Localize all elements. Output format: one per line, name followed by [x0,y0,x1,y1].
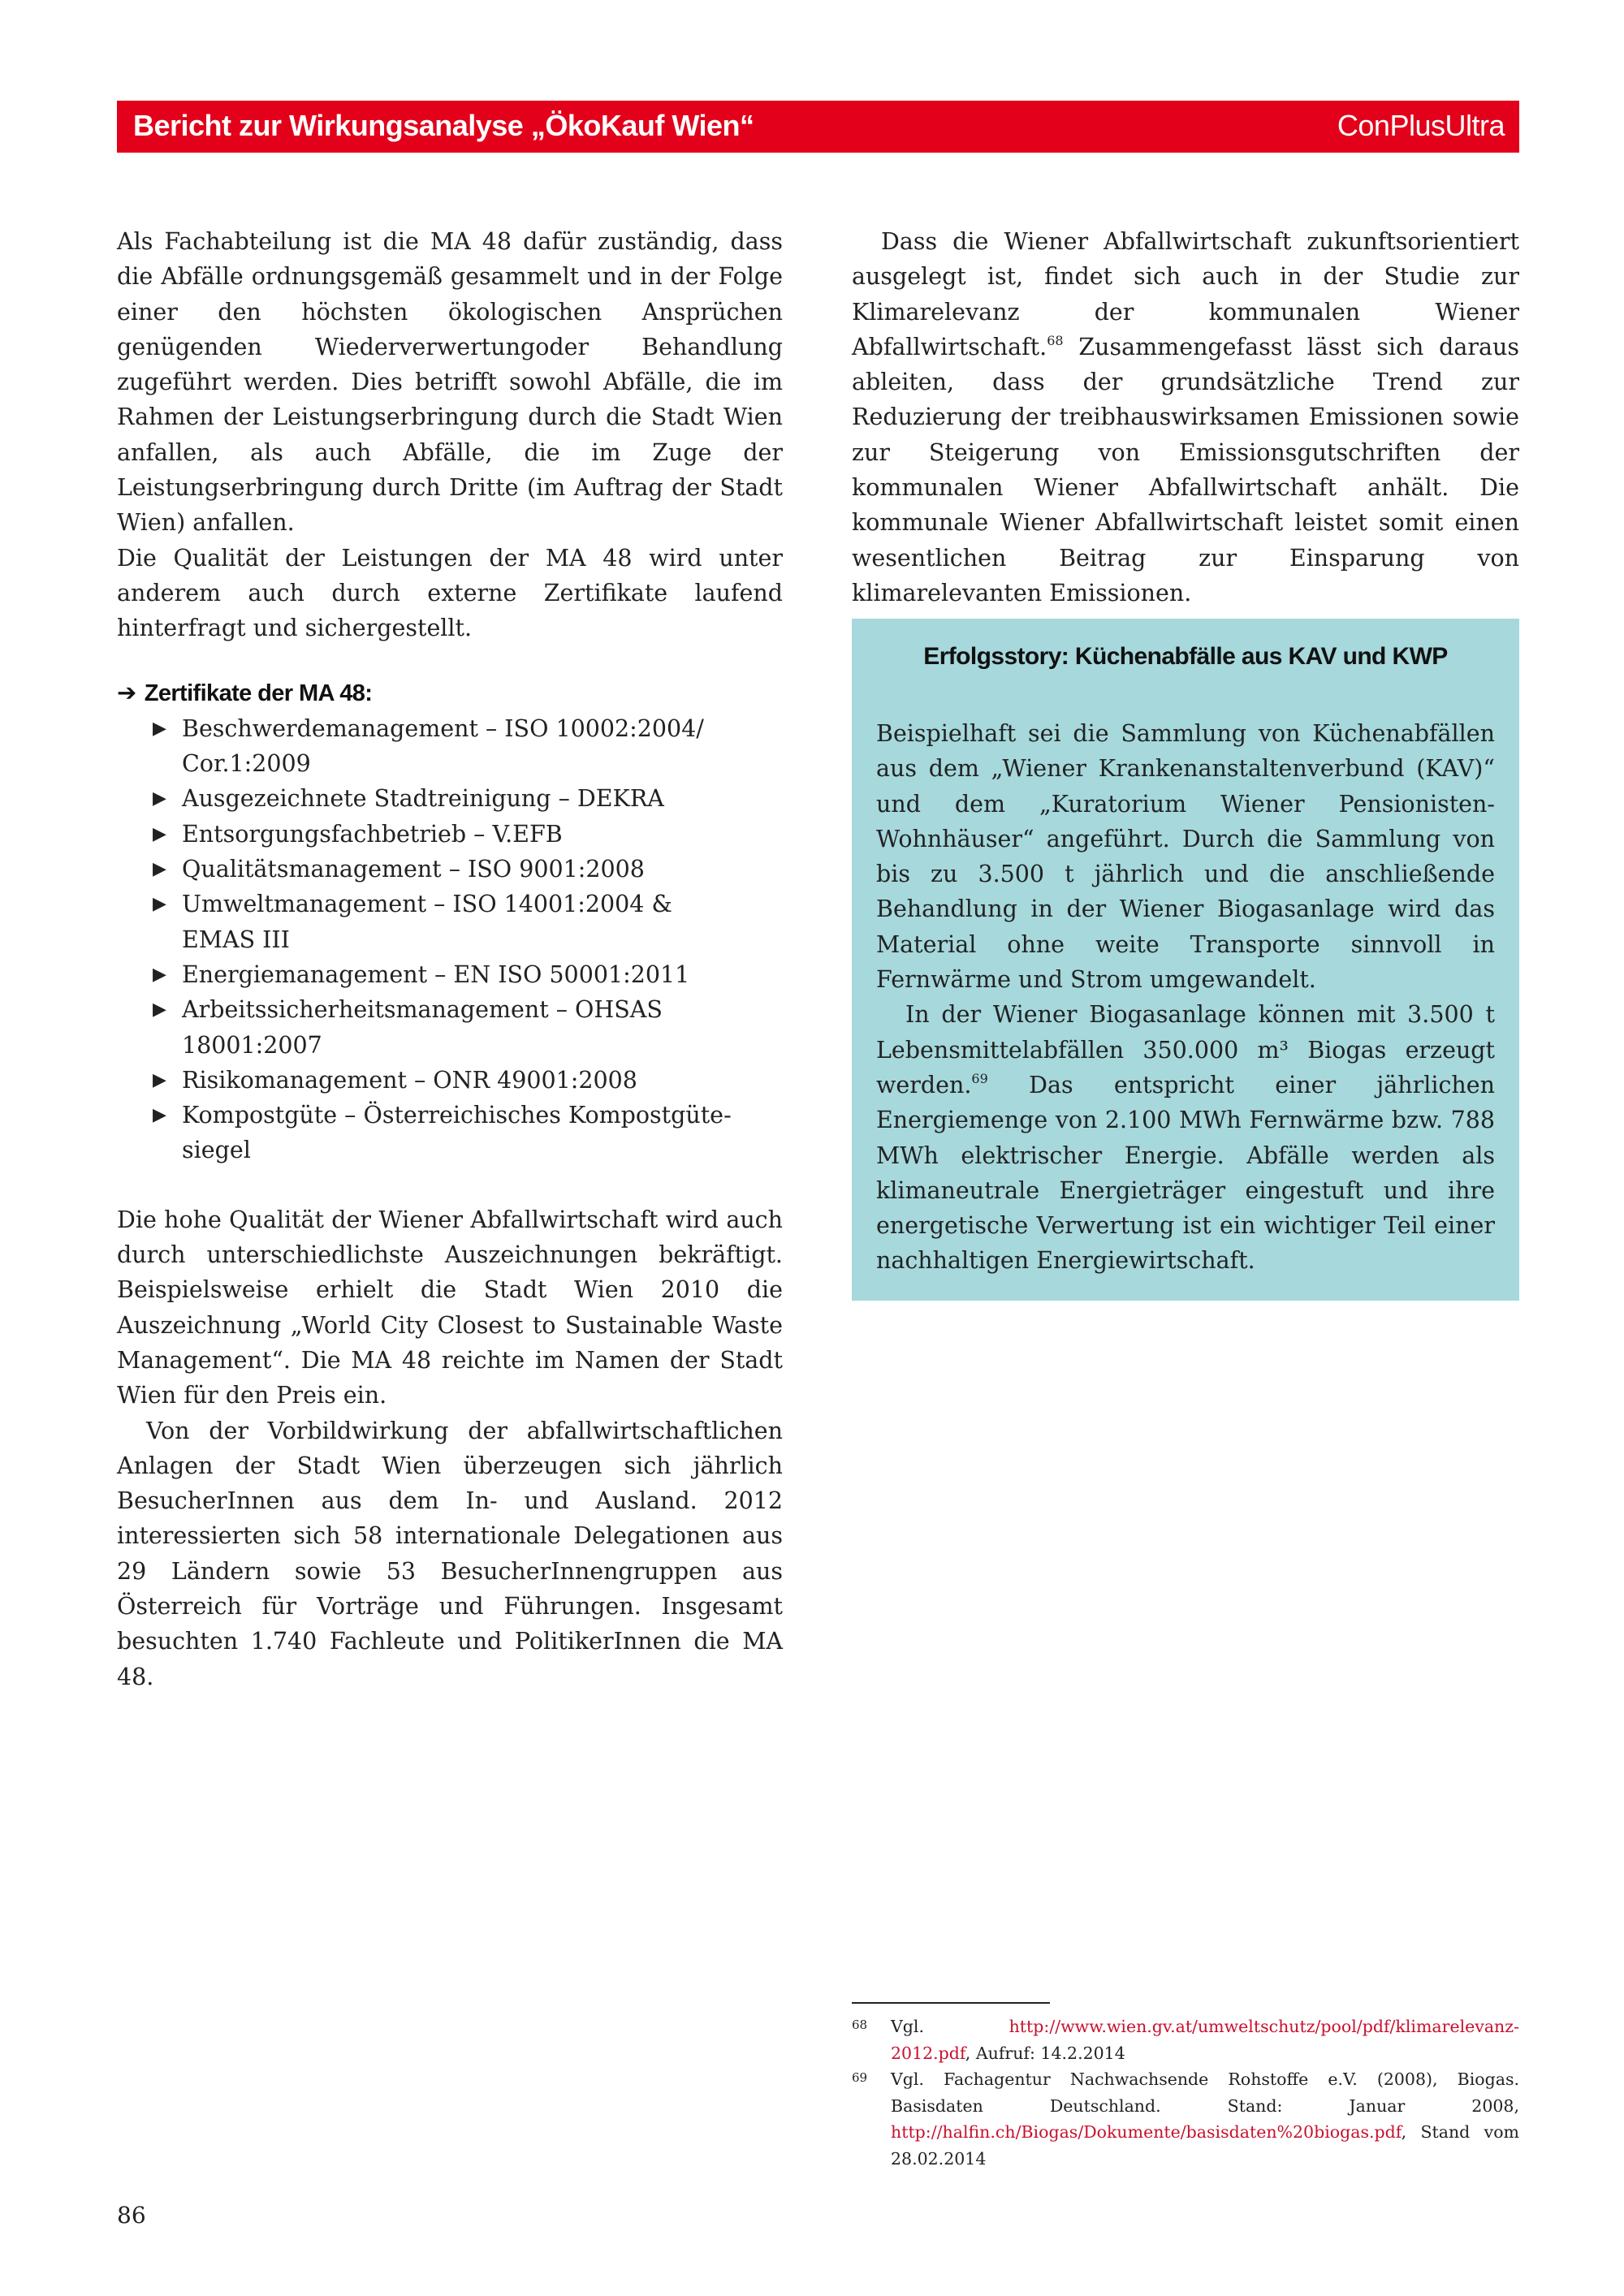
list-item: ▶ Energiemanagement – EN ISO 50001:2011 [117,957,783,992]
page-number: 86 [117,2202,146,2229]
footnote-link[interactable]: http://halfin.ch/Biogas/Dokumente/basisdaten%20biogas.pdf [891,2122,1402,2142]
footnote-divider [852,2002,1050,2004]
list-item: ▶ Risikomanagement – ONR 49001:2008 [117,1063,783,1098]
footnote-link[interactable]: http://www.wien.gv.at/umweltschutz/pool/pdf/klimarelevanz-2012.pdf [891,2017,1519,2063]
list-item: ▶ Umweltmanagement – ISO 14001:2004 & EMAS III [117,887,783,957]
report-title: Bericht zur Wirkungsanalyse „ÖkoKauf Wien“ [133,109,754,142]
certificates-heading-text: Zertifikate der MA 48: [144,680,373,706]
list-item: ▶ Qualitätsmanagement – ISO 9001:2008 [117,852,783,887]
arrow-right-icon: ➔ [117,678,136,706]
bullet-triangle-icon: ▶ [153,894,166,915]
footnote-number: 69 [852,2070,868,2085]
paragraph-quality: Die Qualität der Leistungen der MA 48 wird unter anderem auch durch externe Zertifikate laufend hinterfragt und sichergestellt. [117,544,783,642]
bullet-triangle-icon: ▶ [153,964,166,985]
bullet-triangle-icon: ▶ [153,718,166,739]
certificates-heading [117,675,783,711]
list-item: ▶ Kompostgüte – Österreichisches Kompostgütesiegel [117,1098,783,1168]
brand-name: ConPlusUltra [1337,109,1505,142]
success-story-box [852,619,1519,1301]
list-item: ▶ Arbeitssicherheitsmanagement – OHSAS 18001:2007 [117,992,783,1063]
report-header-bar [117,101,1519,153]
right-column [852,224,1519,611]
bullet-triangle-icon: ▶ [153,1105,166,1126]
bullet-triangle-icon: ▶ [153,1069,166,1090]
bullet-triangle-icon: ▶ [153,859,166,880]
footnotes [852,2013,1519,2172]
paragraph-biogas: In der Wiener Biogasanlage können mit 3.500 t Lebensmittelabfällen 350.000 m³ Biogas erzeugt werden.$^{69}$ Das entspricht einer jährlichen Energiemenge von 2.100 MWh Fernwärme bzw. 788 MWh elektrischer Energie. Abfälle werden als klimaneutrale Energieträger eingestuft und ihre energetische Verwertung ist ein wichtiger Teil einer nachhaltigen Energiewirtschaft. [876,1001,1495,1275]
bullet-triangle-icon: ▶ [153,823,166,844]
certificates-list [117,711,783,1168]
list-item: ▶ Ausgezeichnete Stadtreinigung – DEKRA [117,781,783,816]
success-story-title: Erfolgsstory: Küchenabfälle aus KAV und KWP [923,643,1448,670]
footnote-ref-69[interactable]: 69 [971,1070,988,1086]
list-item: ▶ Entsorgungsfachbetrieb – V.EFB [117,817,783,852]
paragraph-visitors: Von der Vorbildwirkung der abfallwirtschaftlichen Anlagen der Stadt Wien überzeugen sich jährlich BesucherInnen aus dem In- und Ausland. 2012 interessierten sich 58 internationale Delegationen aus 29 Ländern sowie 53 BesucherInnengruppen aus Österreich für Vorträge und Führungen. Insgesamt besuchten 1.740 Fachleute und PolitikerInnen die MA 48. [117,1417,783,1690]
footnote-ref-68[interactable]: 68 [1047,332,1064,348]
success-story-body [876,716,1495,1279]
left-column [117,224,783,1694]
bullet-triangle-icon: ▶ [153,788,166,809]
list-item: ▶ Beschwerdemanagement – ISO 10002:2004/ Cor.1:2009 [117,711,783,782]
paragraph-climate-study: Dass die Wiener Abfallwirtschaft zukunftsorientiert ausgelegt ist, findet sich auch in der Studie zur Klimarelevanz der kommunalen Wiener Abfallwirtschaft.$^{68}$ Zusammengefasst lässt sich daraus ableiten, dass der grundsätzliche Trend zur Reduzierung der treibhauswirksamen Emissionen sowie zur Steigerung von Emissionsgutschriften der kommunalen Wiener Abfallwirtschaft anhält. Die kommunale Wiener Abfallwirtschaft leistet somit einen wesentlichen Beitrag zur Einsparung von klimarelevanten Emissionen. [852,228,1519,606]
paragraph-ma48-responsibility: Als Fachabteilung ist die MA 48 dafür zuständig, dass die Abfälle ordnungsgemäß gesammelt und in der Folge einer den höchsten ökologischen Ansprüchen genügenden Wiederverwertungoder Behandlung zugeführt werden. Dies betrifft sowohl Abfälle, die im Rahmen der Leistungserbringung durch die Stadt Wien anfallen, als auch Abfälle, die im Zuge der Leistungserbringung durch Dritte (im Auftrag der Stadt Wien) anfallen. [117,228,783,537]
bullet-triangle-icon: ▶ [153,999,166,1021]
footnote-68: 68 Vgl. http://www.wien.gv.at/umweltschutz/pool/pdf/klimarelevanz-2012.pdf, Aufruf: 14.2.2014 [852,2013,1519,2066]
footnote-number: 68 [852,2018,868,2032]
paragraph-awards: Die hohe Qualität der Wiener Abfallwirtschaft wird auch durch unterschiedlichste Auszeichnungen bekräftigt. Beispielsweise erhielt die Stadt Wien 2010 die Auszeichnung „World City Closest to Sustainable Waste Management“. Die MA 48 reichte im Namen der Stadt Wien für den Preis ein. [117,1206,783,1409]
footnote-69: 69 Vgl. Fachagentur Nachwachsende Rohstoffe e.V. (2008), Biogas. Basisdaten Deutschland. Stand: Januar 2008, http://halfin.ch/Biogas/Dokumente/basisdaten%20biogas.pdf, Stand vom 28.02.2014 [852,2066,1519,2172]
paragraph-kitchen-waste: Beispielhaft sei die Sammlung von Küchenabfällen aus dem „Wiener Krankenanstaltenverbund (KAV)“ und dem „Kuratorium Wiener Pensionisten-Wohnhäuser“ angeführt. Durch die Sammlung von bis zu 3.500 t jährlich und die anschließende Behandlung in der Wiener Biogasanlage wird das Material ohne weite Transporte sinnvoll in Fernwärme und Strom umgewandelt. [876,720,1495,994]
